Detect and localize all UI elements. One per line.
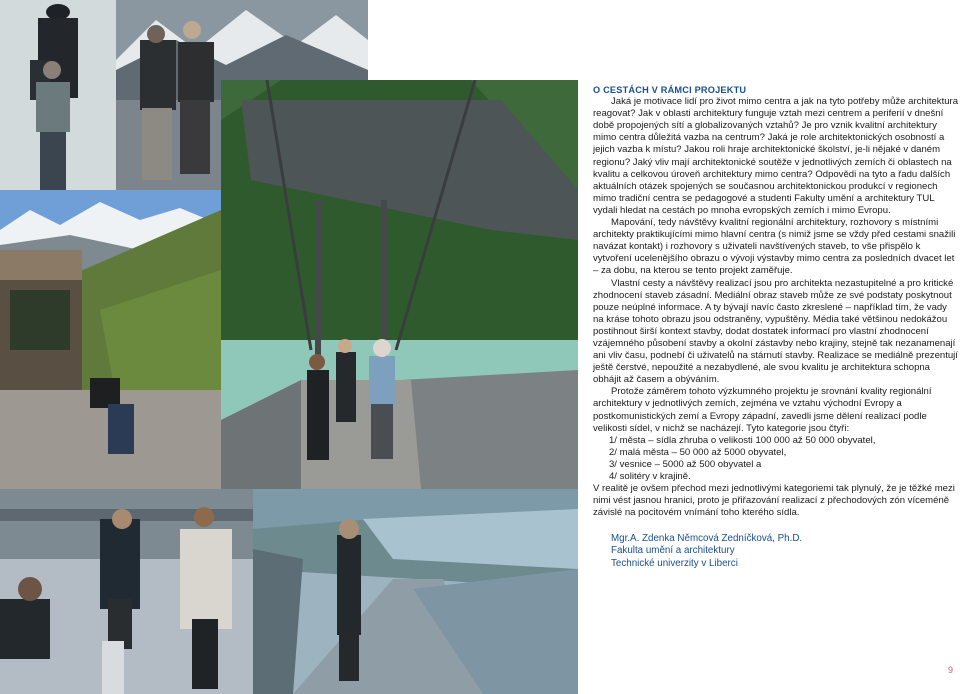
photo-two-men-portrait <box>0 0 116 190</box>
category-item-2: 2/ malá města – 50 000 až 5000 obyvatel, <box>609 446 787 458</box>
article-heading: O CESTÁCH V RÁMCI PROJEKTU <box>593 85 747 95</box>
article-paragraph-2: Mapování, tedy návštěvy kvalitní regionální architektury, rozhovory s místními architekty praktikujícími mimo hlavní centra (s nimiž jsme se vždy před cestami snažili navázat kontakt) i rozhovory s uživateli navštívených staveb, to vše přispělo k vytvoření ucelenějšího obrazu o vývoji výstavby mimo centra za posledních dvacet let – za dobu, na kterou se tento projekt zaměřuje. <box>593 217 956 277</box>
category-item-4: 4/ solitéry v krajině. <box>609 471 691 482</box>
article-paragraph-1: Jaká je motivace lidí pro život mimo centra a jak na tyto potřeby může architektura reagovat? Jak v oblasti architektury funguje vztah mezi centrem a periferií v dnešní době propojených sítí a globalizovaných vztahů? Je pro vznik kvalitní architektury mimo centra důležitá vazba na centrum? Jaká je role architektonických osobností a jejich vazba k místu? Jakou roli hraje architektonické školství, je-li nějaké v daném regionu? Jaký vliv mají architektonické soutěže v jednotlivých zemích či oblastech na kvalitu a celkovou úroveň architektury mimo centra? Odpovědi na tyto a řadu dalších aktuálních otázek spojených se současnou architektonickou produkcí v regionech mimo tradiční centra se pedagogové a studenti Fakulty umění a architektury TUL vydali hledat na cestách po mnoha evropských zemích i mimo Evropu. <box>593 96 959 216</box>
article-paragraph-3: Vlastní cesty a návštěvy realizací jsou pro architekta nezastupitelné a pro kritické zhodnocení staveb zásadní. Mediální obraz staveb může ze své podstaty poskytnout pouze neúplné informace. A ty bývají navíc často zkreslené – například tím, že vady na kráse tohoto obrazu jsou odstraněny, vypuštěny. Média také většinou nedokážou postihnout širší kontext stavby, dodat dostatek informací pro vlastní zhodnocení vzájemného působení stavby a okolní zástavby nebo krajiny, stejně tak nezanamenají ani vliv času, podnebí či uživatelů na stárnutí stavby. Realizace se mediálně prezentují ještě čerstvé, nepoužité a nezabydlené, ale svou kvalitu je architektura schopna obhájit až časem a obýváním. <box>593 277 958 386</box>
category-item-3: 3/ vesnice – 5000 až 500 obyvatel a <box>609 458 762 470</box>
article-closing: V realitě je ovšem přechod mezi jednotlivými kategoriemi tak plynulý, že je těžké mezi nimi vést jasnou hranici, proto je přiřazování realizací z přechodových zón víceméně závislé na pocitovém vnímání toho kterého sídla. <box>593 483 955 519</box>
category-item-1: 1/ města – sídla zhruba o velikosti 100 000 až 50 000 obyvatel, <box>609 434 876 446</box>
category-list <box>593 435 960 483</box>
author-faculty: Fakulta umění a architektury <box>611 545 735 557</box>
photo-students-street <box>0 489 253 694</box>
photo-bridge-group <box>221 80 578 489</box>
article-paragraph-4: Protože záměrem tohoto výzkumného projektu je srovnání kvality regionální architektury v jednotlivých zemích, zejména ve vztahu východní Evropy a postkomunistických zemí a Evropy západní, zavedli jsme dělení realizací podle velikosti sídel, v nichž se nacházejí. Tyto kategorie jsou čtyři: <box>593 386 932 434</box>
page-number: 9 <box>947 665 953 675</box>
author-university: Technické univerzity v Liberci <box>611 557 738 569</box>
photo-bridge-walkway <box>253 489 578 694</box>
author-signature <box>593 533 960 569</box>
article-column <box>593 84 960 570</box>
photo-alpine-shelter <box>0 190 221 489</box>
author-name: Mgr.A. Zdenka Němcová Zedníčková, Ph.D. <box>611 533 803 545</box>
